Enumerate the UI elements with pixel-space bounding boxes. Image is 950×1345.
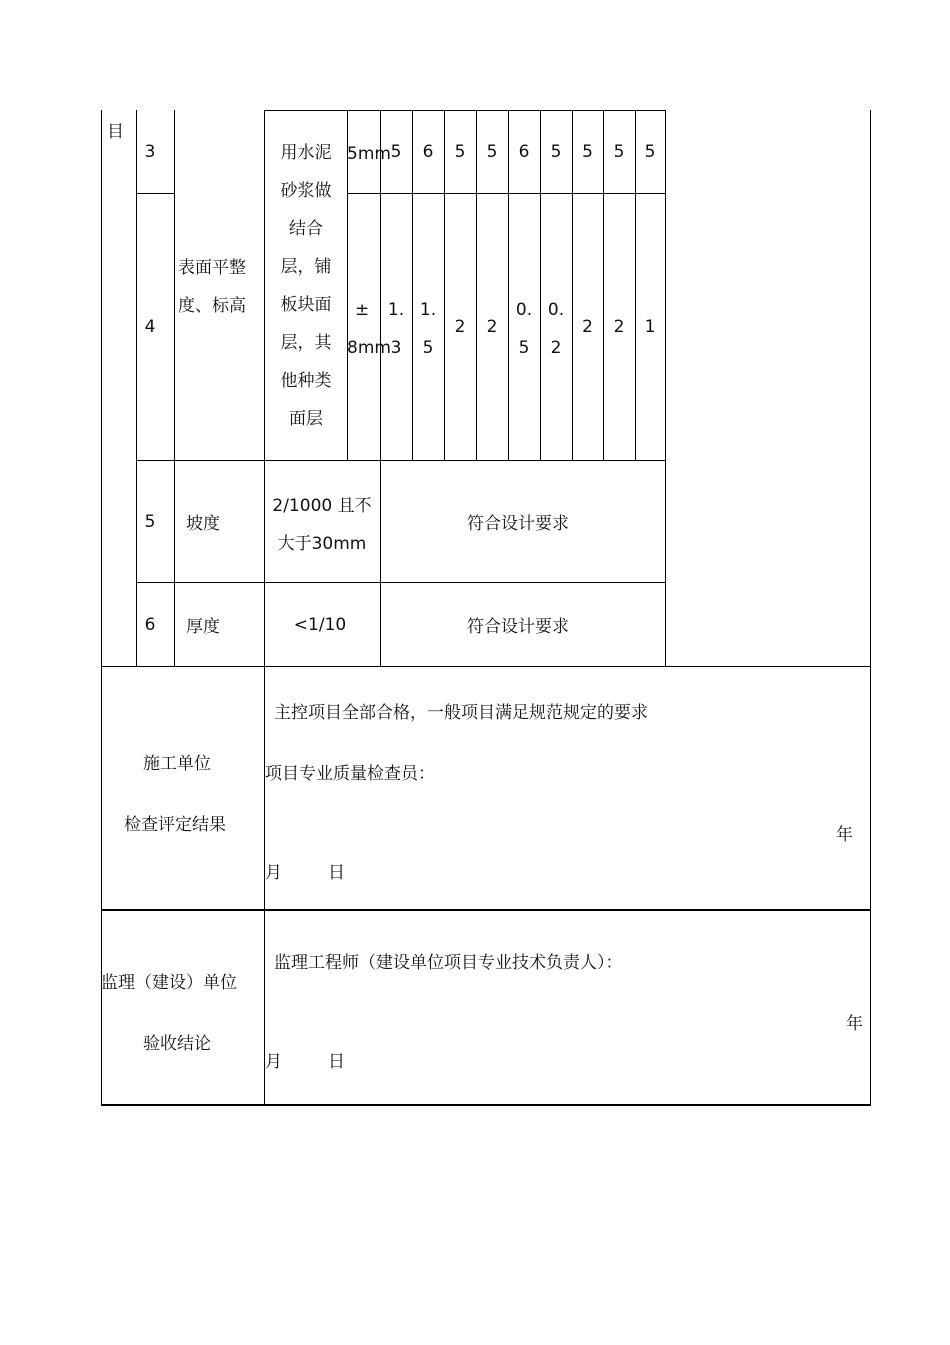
grid-line [870,110,871,1106]
row-3-measure: 5 [613,142,625,162]
method-line: 面层 [289,409,323,429]
row-4-measure: 2 [486,317,498,337]
row-3-measure: 5 [582,142,593,162]
grid-line [264,666,265,1106]
construction-conclusion: 主控项目全部合格，一般项目满足规范规定的要求 [274,703,648,723]
inspector-label: 项目专业质量检查员： [265,764,435,784]
construction-unit-label: 检查评定结果 [124,815,226,835]
measure-digit: 5 [422,338,434,358]
measure-digit: 0. [547,300,565,320]
measure-digit: 1. [387,300,405,320]
row-4-measure: 2 [613,317,625,337]
measure-digit: 2 [550,338,562,358]
supervision-day: 日 [328,1052,345,1072]
row-3-method [265,134,347,438]
engineer-label: 监理工程师（建设单位项目专业技术负责人）： [274,953,623,973]
tolerance-line: ± [355,300,370,320]
row-3-measure: 5 [390,142,402,162]
method-line: 砂浆做 [280,181,332,201]
row-5-result: 符合设计要求 [467,514,569,534]
row-3-measure: 5 [454,142,466,162]
method-line: 他种类 [280,371,332,391]
construction-day: 日 [328,863,345,883]
grid-line [101,110,102,1106]
row-4-measure: 2 [454,317,466,337]
measure-digit: 5 [518,338,530,358]
row-6-number: 6 [144,614,156,635]
grid-line [101,909,871,911]
row-5-item: 坡度 [186,514,220,534]
method-line: 用水泥 [280,143,332,163]
item-line: 度、标高 [178,296,246,316]
construction-month: 月 [265,863,282,883]
row-3-measure: 6 [518,142,530,162]
method-line: 板块面 [280,295,332,315]
tolerance-line: 2/1000 且不 [272,496,372,516]
row-4-item [172,249,252,325]
row-4-measure [412,291,444,367]
construction-year: 年 [836,825,853,845]
grid-line [101,1104,871,1106]
method-line: 结合 [289,219,323,239]
row-3-number: 3 [144,142,156,162]
tolerance-line: 大于30mm [277,534,367,554]
supervision-year: 年 [846,1014,863,1034]
row-4-measure [508,291,540,367]
grid-line [101,666,871,667]
supervision-month: 月 [265,1052,282,1072]
row-4-measure: 1 [644,317,656,337]
row-3-tolerance: 5mm [347,144,391,164]
supervision-unit-label: 验收结论 [143,1034,211,1054]
measure-digit: 0. [515,300,533,320]
construction-unit-label: 施工单位 [143,754,211,774]
measure-digit: 3 [390,338,402,358]
row-3-measure: 5 [644,142,656,162]
row-3-measure: 5 [486,142,498,162]
measure-digit: 1. [419,300,437,320]
tolerance-line: 8mm [347,338,391,358]
row-3-measure: 6 [422,142,434,162]
row-5-tolerance [264,487,380,563]
supervision-unit-label: 监理（建设）单位 [101,973,237,993]
method-line: 层，铺 [280,257,332,277]
row-4-number: 4 [144,317,156,337]
row-6-item: 厚度 [186,617,220,637]
row-group-label: 目 [107,122,124,142]
row-4-measure [380,291,412,367]
row-4-measure: 2 [582,317,593,337]
row-6-result: 符合设计要求 [467,617,569,637]
item-line: 表面平整 [178,258,246,278]
row-6-tolerance: <1/10 [293,614,347,635]
row-5-number: 5 [144,511,156,532]
row-4-measure [540,291,572,367]
row-3-measure: 5 [550,142,562,162]
row-4-tolerance [347,291,391,367]
method-line: 层，其 [280,333,332,353]
